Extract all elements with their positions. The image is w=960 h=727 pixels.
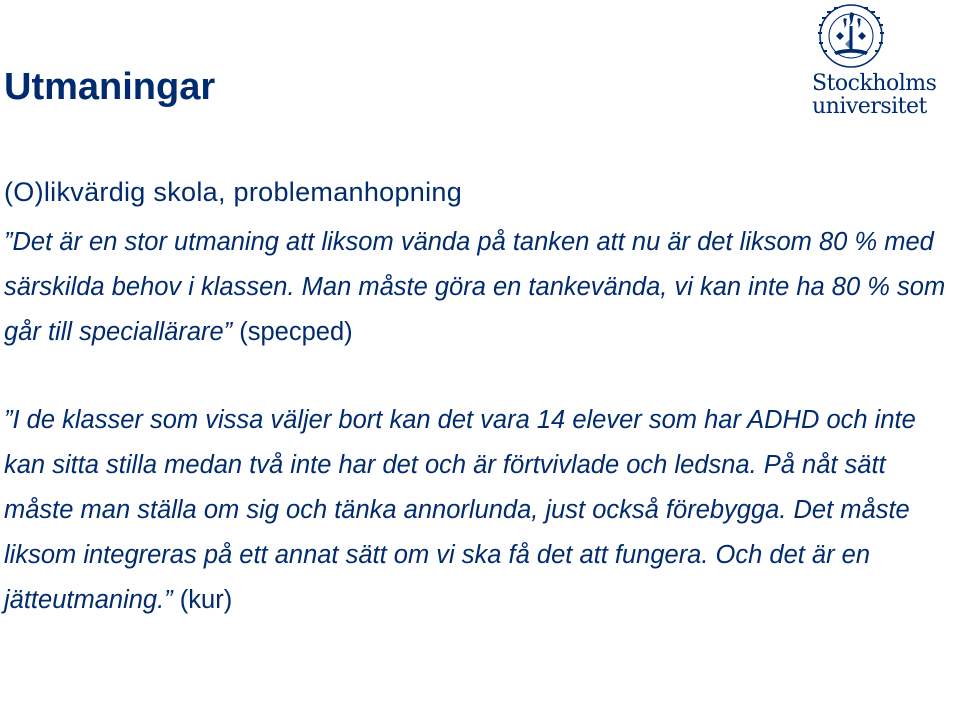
university-logo	[812, 2, 958, 128]
slide-title: Utmaningar	[4, 66, 216, 108]
university-seal-icon	[814, 2, 888, 70]
section-heading: (O)likvärdig skola, problemanhopning	[4, 177, 463, 207]
quote-1-text: ”Det är en stor utmaning att liksom vända på tanken att nu är det liksom 80 % med särskilda behov i klassen. Man måste göra en tankevända, vi kan inte ha 80 % som går till speciallärare”	[4, 228, 946, 346]
slide-content	[4, 172, 954, 623]
quote-paragraph-1	[4, 220, 954, 355]
quote-paragraph-2	[4, 398, 954, 623]
quote-1-attribution: (specped)	[232, 318, 353, 346]
quote-2-text: ”I de klasser som vissa väljer bort kan det vara 14 elever som har ADHD och inte kan sitta stilla medan två inte har det och är förtvivlade och ledsna. På nåt sätt måste man ställa om sig och tänka annorlunda, just också förebygga. Det måste liksom integreras på ett annat sätt om vi ska få det att fungera. Och det är en jätteutmaning.”	[4, 406, 916, 614]
logo-line-2: universitet	[812, 94, 927, 119]
logo-line-1: Stockholms	[812, 71, 937, 96]
quote-2-attribution: (kur)	[172, 586, 233, 614]
